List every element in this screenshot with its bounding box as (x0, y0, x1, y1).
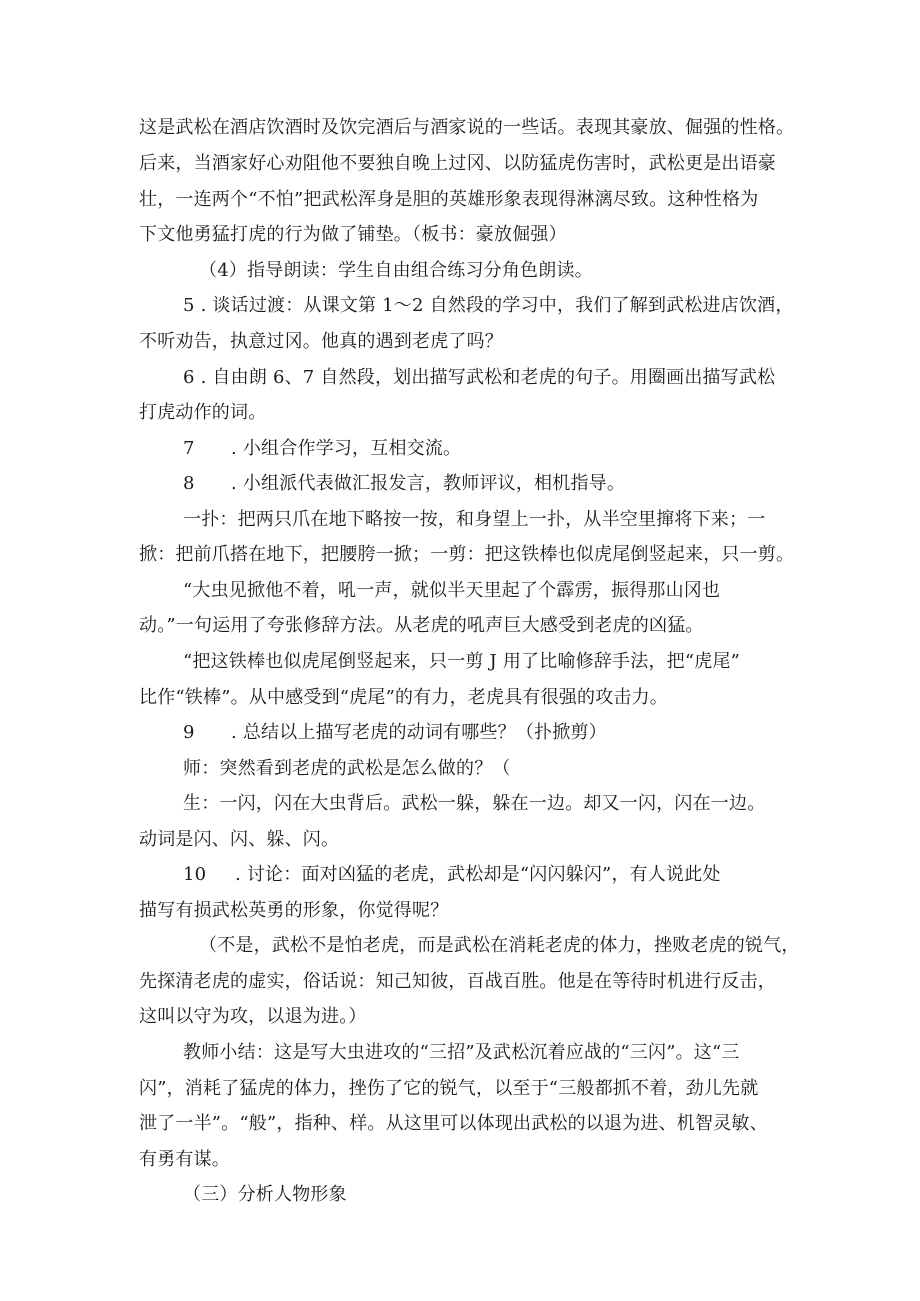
list-number: 8 (183, 473, 195, 494)
paragraph-line: “把这铁棒也似虎尾倒竖起来，只一剪 J 用了比喻修辞手法，把“虎尾” (183, 651, 741, 672)
paragraph-line: 壮，一连两个“不怕”把武松浑身是胆的英雄形象表现得淋漓尽致。这种性格为 (139, 189, 759, 210)
list-number: 9 (183, 722, 195, 743)
paragraph-line: 这是武松在酒店饮酒时及饮完酒后与酒家说的一些话。表现其豪放、倔强的性格。 (139, 117, 795, 138)
paragraph-line: （不是，武松不是怕老虎，而是武松在消耗老虎的体力，挫败老虎的锐气， (199, 935, 800, 956)
list-number: 10 (183, 864, 207, 885)
list-text: . 小组派代表做汇报发言，教师评议，相机指导。 (231, 473, 626, 494)
paragraph-line (183, 472, 625, 496)
paragraph-line: 掀：把前爪搭在地下，把腰胯一掀；一剪：把这铁棒也似虎尾倒竖起来，只一剪。 (139, 544, 795, 565)
paragraph-line: 后来，当酒家好心劝阻他不要独自晚上过冈、以防猛虎伤害时，武松更是出语豪 (139, 153, 776, 174)
paragraph-line: 6 . 自由朗 6、7 自然段，划出描写武松和老虎的句子。用圈画出描写武松 (183, 367, 776, 388)
list-text: . 讨论：面对凶猛的老虎，武松却是“闪闪躲闪”，有人说此处 (235, 864, 721, 885)
paragraph-line: 闪”，消耗了猛虎的体力，挫伤了它的锐气，以至于“三般都抓不着，劲儿先就 (139, 1078, 759, 1099)
section-heading: （三）分析人物形象 (183, 1184, 347, 1205)
paragraph-line: 一扑：把两只爪在地下略按一按，和身望上一扑，从半空里撺将下来；一 (183, 509, 766, 530)
paragraph-line: “大虫见掀他不着，吼一声，就似半天里起了个霹雳，振得那山冈也 (183, 580, 721, 601)
paragraph-line: 教师小结：这是写大虫进攻的“三招”及武松沉着应战的“三闪”。这“三 (183, 1042, 740, 1063)
paragraph-line: 有勇有谋。 (139, 1149, 230, 1170)
paragraph-line: 比作“铁棒”。从中感受到“虎尾”的有力，老虎具有很强的攻击力。 (139, 687, 669, 708)
paragraph-line: 5 . 谈话过渡：从课文第 1～2 自然段的学习中，我们了解到武松进店饮酒， (183, 295, 794, 316)
paragraph-line: 动词是闪、闪、躲、闪。 (139, 829, 340, 850)
paragraph-line: 下文他勇猛打虎的行为做了铺垫。（板书：豪放倔强） (139, 224, 567, 245)
list-number: 7 (183, 438, 195, 459)
list-text: . 总结以上描写老虎的动词有哪些？（扑掀剪） (231, 722, 607, 743)
paragraph-line (183, 721, 607, 745)
paragraph-line: 打虎动作的词。 (139, 402, 267, 423)
paragraph-line: 动。”一句运用了夸张修辞方法。从老虎的吼声巨大感受到老虎的凶猛。 (139, 615, 704, 636)
list-text: . 小组合作学习，互相交流。 (231, 438, 462, 459)
paragraph-line (183, 437, 461, 461)
paragraph-line: 描写有损武松英勇的形象，你觉得呢？ (139, 900, 449, 921)
paragraph-line: 不听劝告，执意过冈。他真的遇到老虎了吗？ (139, 331, 503, 352)
paragraph-line: 泄了一半”。“般”，指种、样。从这里可以体现出武松的以退为进、机智灵敏、 (139, 1113, 768, 1134)
paragraph-line: 师：突然看到老虎的武松是怎么做的？（ (183, 758, 511, 779)
paragraph-line: 生：一闪，闪在大虫背后。武松一躲，躲在一边。却又一闪，闪在一边。 (183, 793, 766, 814)
paragraph-line: 先探清老虎的虚实，俗话说：知己知彼，百战百胜。他是在等待时机进行反击， (139, 971, 776, 992)
paragraph-line: （4）指导朗读：学生自由组合练习分角色朗读。 (199, 260, 593, 281)
paragraph-line (183, 863, 721, 887)
paragraph-line: 这叫以守为攻，以退为进。） (139, 1006, 367, 1027)
